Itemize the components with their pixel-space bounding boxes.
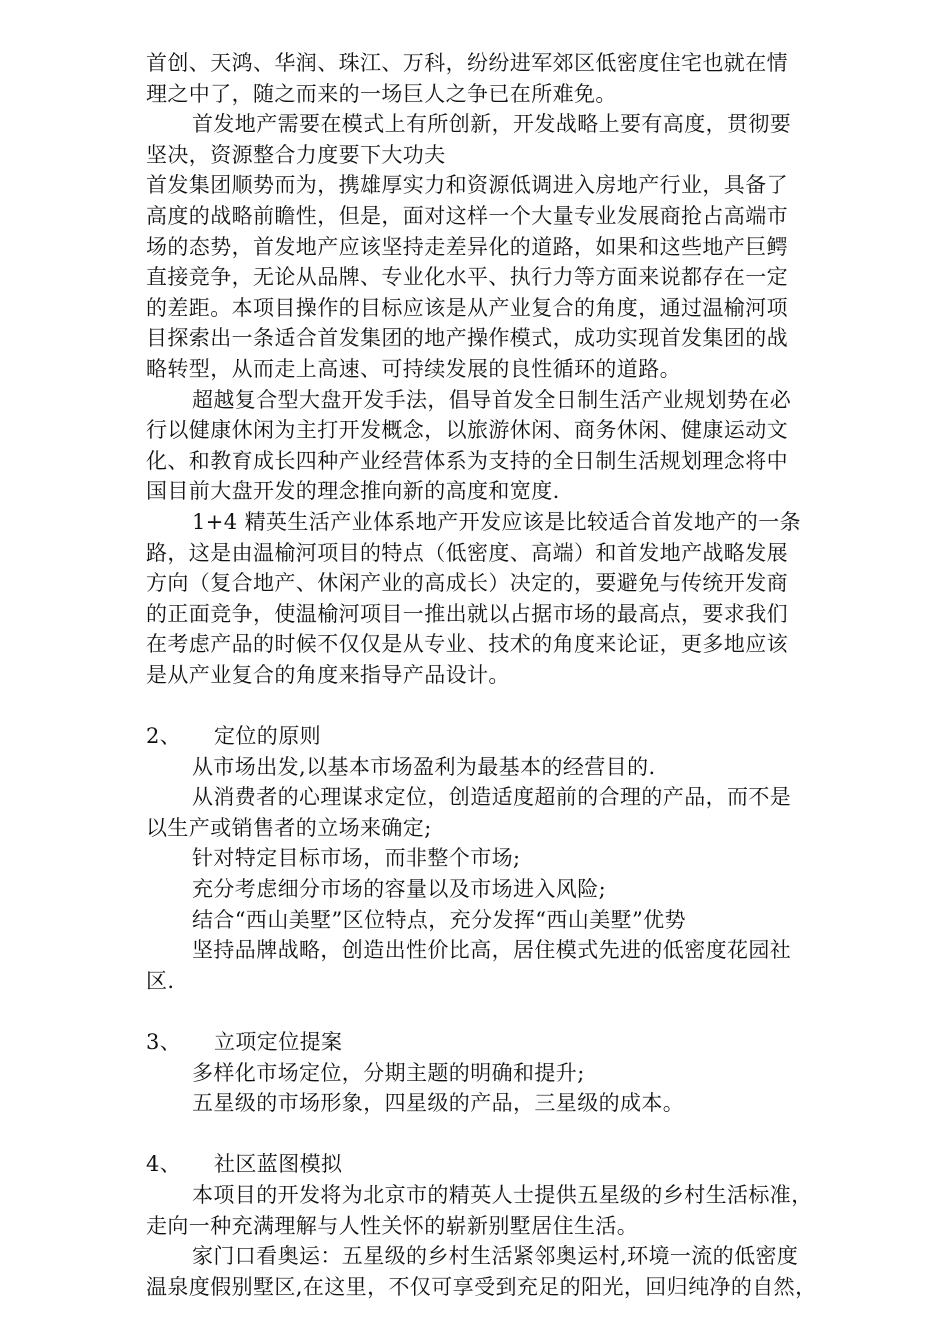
text-line: 坚决，资源整合力度要下大功夫 — [146, 142, 446, 167]
text-line: 以生产或销售者的立场来确定; — [146, 815, 432, 840]
section-title: 定位的原则 — [214, 724, 321, 749]
text-line: 区. — [146, 968, 175, 993]
text-line: 行以健康休闲为主打开发概念，以旅游休闲、商务休闲、健康运动文 — [146, 418, 788, 443]
text-line: 首发地产需要在模式上有所创新，开发战略上要有高度，贯彻要 — [192, 112, 792, 137]
document-page — [146, 48, 886, 1302]
paragraph-gap — [146, 1119, 886, 1150]
text-line: 化、和教育成长四种产业经营体系为支持的全日制生活规划理念将中 — [146, 448, 788, 473]
text-line: 1+4 精英生活产业体系地产开发应该是比较适合首发地产的一条 — [192, 509, 801, 534]
text-line: 是从产业复合的角度来指导产品设计。 — [146, 662, 510, 687]
text-line: 温泉度假别墅区,在这里，不仅可享受到充足的阳光，回归纯净的自然， — [146, 1274, 817, 1299]
section-number: 4、 — [146, 1152, 182, 1177]
section-title: 立项定位提案 — [214, 1030, 343, 1054]
paragraph-gap — [146, 996, 886, 1027]
section-title: 社区蓝图模拟 — [214, 1152, 343, 1177]
text-line: 场的态势，首发地产应该坚持走差异化的道路，如果和这些地产巨鳄 — [146, 234, 788, 259]
text-line: 略转型，从而走上高速、可持续发展的良性循环的道路。 — [146, 356, 681, 381]
section-heading — [146, 721, 886, 752]
text-line: 针对特定目标市场，而非整个市场; — [192, 846, 521, 871]
text-line: 坚持品牌战略，创造出性价比高，居住模式先进的低密度花园社 — [192, 938, 792, 963]
text-line: 在考虑产品的时候不仅仅是从专业、技术的角度来论证，更多地应该 — [146, 632, 788, 657]
text-line: 首创、天鸿、华润、珠江、万科，纷纷进军郊区低密度住宅也就在情 — [146, 51, 788, 75]
text-line: 从消费者的心理谋求定位，创造适度超前的合理的产品，而不是 — [192, 785, 792, 810]
text-line: 家门口看奥运：五星级的乡村生活紧邻奥运村,环境一流的低密度 — [192, 1244, 799, 1269]
text-line: 从市场出发,以基本市场盈利为最基本的经营目的. — [192, 754, 656, 779]
text-line: 首发集团顺势而为，携雄厚实力和资源低调进入房地产行业，具备了 — [146, 173, 788, 198]
text-line: 充分考虑细分市场的容量以及市场进入风险; — [192, 877, 607, 902]
text-line: 五星级的市场形象，四星级的产品，三星级的成本。 — [192, 1091, 685, 1116]
text-line: 目探索出一条适合首发集团的地产操作模式，成功实现首发集团的战 — [146, 326, 788, 351]
section-heading — [146, 1149, 886, 1180]
text-line: 直接竞争，无论从品牌、专业化水平、执行力等方面来说都存在一定 — [146, 265, 788, 290]
text-line: 的正面竞争，使温榆河项目一推出就以占据市场的最高点，要求我们 — [146, 601, 788, 626]
section-heading — [146, 1027, 886, 1058]
text-line: 的差距。本项目操作的目标应该是从产业复合的角度，通过温榆河项 — [146, 295, 788, 320]
text-line: 结合“西山美墅”区位特点，充分发挥“西山美墅”优势 — [192, 907, 686, 932]
section-number: 2、 — [146, 724, 182, 749]
text-line: 高度的战略前瞻性，但是，面对这样一个大量专业发展商抢占高端市 — [146, 203, 788, 228]
text-line: 多样化市场定位，分期主题的明确和提升; — [192, 1060, 585, 1085]
text-line: 本项目的开发将为北京市的精英人士提供五星级的乡村生活标准， — [192, 1182, 813, 1207]
text-line: 路，这是由温榆河项目的特点（低密度、高端）和首发地产战略发展 — [146, 540, 788, 565]
paragraph-gap — [146, 690, 886, 721]
text-line: 理之中了，随之而来的一场巨人之争已在所难免。 — [146, 81, 617, 106]
text-line: 超越复合型大盘开发手法，倡导首发全日制生活产业规划势在必 — [192, 387, 792, 412]
text-line: 方向（复合地产、休闲产业的高成长）决定的，要避免与传统开发商 — [146, 571, 788, 596]
text-line: 国目前大盘开发的理念推向新的高度和宽度. — [146, 479, 560, 504]
text-line: 走向一种充满理解与人性关怀的崭新别墅居住生活。 — [146, 1213, 639, 1238]
section-number: 3、 — [146, 1030, 182, 1054]
